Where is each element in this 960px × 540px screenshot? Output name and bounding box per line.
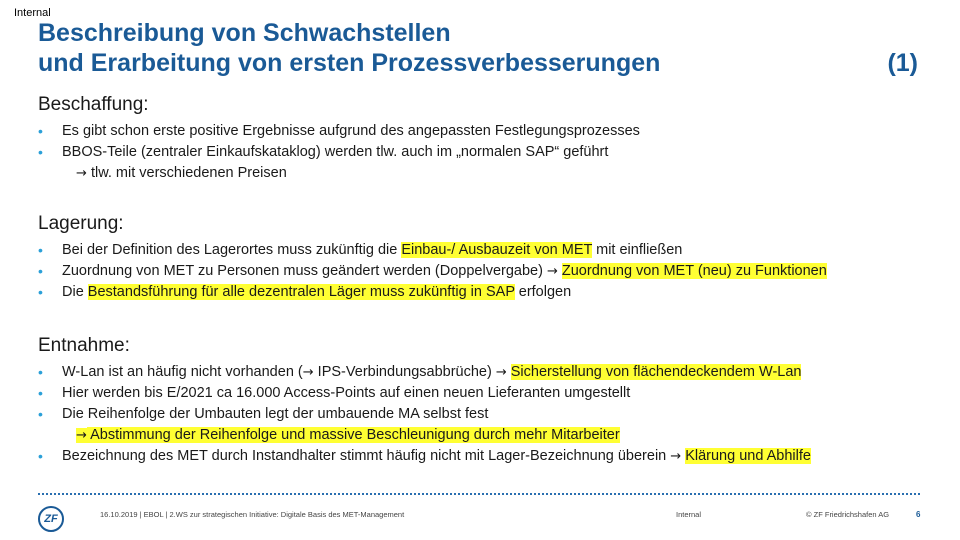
highlight: Einbau-/ Ausbauzeit von MET xyxy=(401,242,593,258)
bullet-icon: • xyxy=(38,385,43,401)
list-item: • BBOS-Teile (zentraler Einkaufskataklog) werden tlw. auch im „normalen SAP“ geführt → tlw. mit verschiedenen Preisen xyxy=(38,144,609,181)
footer-copyright: © ZF Friedrichshafen AG xyxy=(806,510,890,519)
footer-info: 16.10.2019 | EBOL | 2.WS zur strategischen Initiative: Digitale Basis des MET-Management xyxy=(100,510,405,519)
list-item: • Hier werden bis E/2021 ca 16.000 Access-Points auf einen neuen Lieferanten umgestellt xyxy=(38,383,928,404)
highlight: Zuordnung von MET (neu) zu Funktionen xyxy=(561,263,827,279)
highlight: Abstimmung der Reihenfolge und massive Beschleunigung durch mehr Mitarbeiter xyxy=(90,427,620,443)
footer-divider xyxy=(38,493,920,495)
classification-label: Internal xyxy=(14,7,51,19)
bullet-icon: • xyxy=(38,242,43,258)
arrow-right-icon: → xyxy=(495,365,507,380)
section-heading: Entnahme: xyxy=(38,335,130,356)
section-entnahme xyxy=(38,334,928,467)
list-item: • Die Bestandsführung für alle dezentralen Läger muss zukünftig in SAP erfolgen xyxy=(38,282,928,303)
section-heading: Beschaffung: xyxy=(38,94,149,115)
zf-logo: ZF xyxy=(38,506,64,532)
highlight: Klärung und Abhilfe xyxy=(685,448,811,464)
list-item: • Zuordnung von MET zu Personen muss geändert werden (Doppelvergabe) → Zuordnung von MET (neu) zu Funktionen xyxy=(38,261,928,282)
arrow-right-icon: → xyxy=(670,449,682,464)
bullet-icon: • xyxy=(38,263,43,279)
list-item: • W-Lan ist an häufig nicht vorhanden (→ IPS-Verbindungsabbrüche) → Sicherstellung von flächendeckendem W-Lan xyxy=(38,362,928,383)
highlight: Sicherstellung von flächendeckendem W-Lan xyxy=(510,364,802,380)
list-item: • Die Reihenfolge der Umbauten legt der umbauende MA selbst fest → Abstimmung der Reihenfolge und massive Beschleunigung durch mehr Mitarbeiter xyxy=(38,406,620,443)
bullet-icon: • xyxy=(38,364,43,380)
title-line-1: Beschreibung von Schwachstellen xyxy=(38,19,451,47)
bullet-icon: • xyxy=(38,406,43,422)
arrow-right-icon: → xyxy=(546,264,558,279)
bullet-icon: • xyxy=(38,284,43,300)
section-lagerung xyxy=(38,212,928,303)
arrow-right-icon: → xyxy=(76,166,87,181)
list-item: • Bezeichnung des MET durch Instandhalter stimmt häufig nicht mit Lager-Bezeichnung überein → Klärung und Abhilfe xyxy=(38,446,928,467)
section-beschaffung xyxy=(38,93,928,184)
bullet-icon: • xyxy=(38,123,43,139)
section-heading: Lagerung: xyxy=(38,213,124,234)
title-number: (1) xyxy=(887,49,918,77)
bullet-icon: • xyxy=(38,448,43,464)
arrow-right-icon: → xyxy=(302,365,314,380)
page-title xyxy=(38,18,918,78)
list-item: • Bei der Definition des Lagerortes muss zukünftig die Einbau-/ Ausbauzeit von MET mit einfließen xyxy=(38,240,928,261)
footer-classification: Internal xyxy=(676,510,702,519)
arrow-right-icon: → xyxy=(76,428,87,443)
bullet-icon: • xyxy=(38,144,43,160)
page-number: 6 xyxy=(916,510,921,519)
title-line-2: und Erarbeitung von ersten Prozessverbesserungen xyxy=(38,49,661,77)
highlight: Bestandsführung für alle dezentralen Läger muss zukünftig in SAP xyxy=(87,284,515,300)
list-item: • Es gibt schon erste positive Ergebnisse aufgrund des angepassten Festlegungsprozesses xyxy=(38,121,928,142)
